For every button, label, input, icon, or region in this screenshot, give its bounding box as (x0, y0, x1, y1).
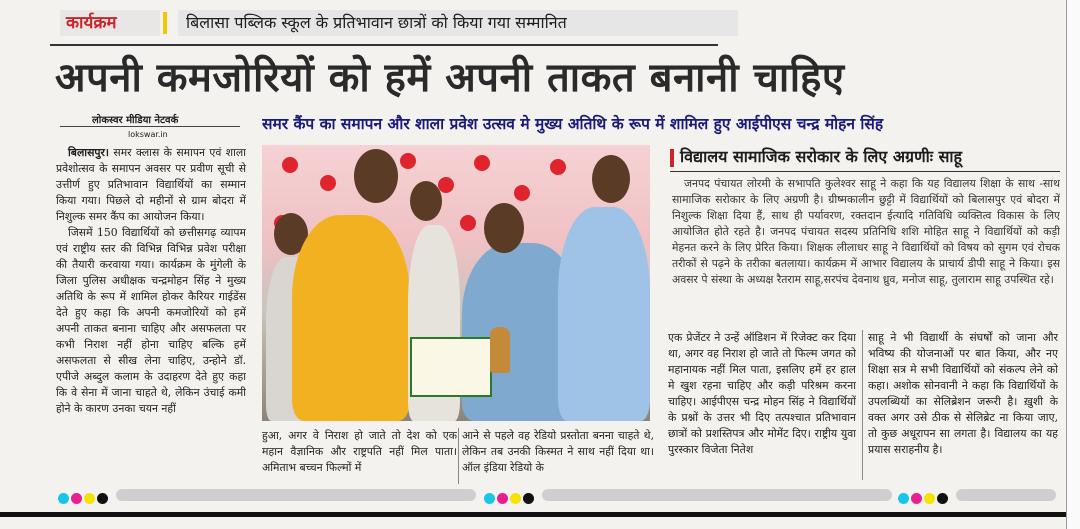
trophy (490, 327, 510, 373)
paragraph-2: जिसमें 150 विद्यार्थियों को छत्तीसगढ़ व्यापम एवं राष्ट्रीय स्तर की विभिन्न विभिन्न प्रवेश परीक्षा की तैयारी करवाया गया। कार्यक्रम के मुंगेली के जिला पुलिस अधीक्षक चन्द्रमोहन सिंह ने मुख्य अतिथि के रूप में शामिल होकर कैरियर गाईडेंस देते हुए कहा कि अपनी कमजोरियों को हमें अपनी ताकत बनाना चाहिए और असफलता पर कभी निराश नहीं होना चाहिए बल्कि हमें असफलता से सीख लेना चाहिए, उन्होने डॉ. एपीजे अब्दुल कलाम के उदाहरण देते हुए कहा कि वे सेना में जाना चाहते थे, लेकिन उंचाई कमी होने के कारण उनका चयन नहीं (56, 226, 246, 415)
registration-cyan (58, 493, 69, 504)
article-column-1 (56, 145, 246, 483)
column-5-text: एक प्रेजेंटर ने उन्हें ऑडिशन में रिजेक्ट कर दिया था, अगर वह निराश हो जाते तो फिल्म जगत को महानायक नहीं मिल पाता, इसलिए हमें हर हाल मे खुश रहना चाहिए और कड़ी परिश्रम करना चाहिए। आईपीएस चन्द्र मोहन सिंह ने विद्यार्थियों के प्रश्नों के उत्तर भी दिए तत्पश्चात प्रतिभावान छात्रों को प्रशस्तिपत्र और मोमेंट दिए। राष्ट्रीय युवा पुरस्कार विजेता नितेश (668, 331, 856, 456)
balloon-decoration (474, 155, 490, 171)
registration-yellow (924, 493, 935, 504)
article-column-3 (262, 428, 457, 486)
byline: लोकस्वर मीडिया नेटवर्क (92, 115, 179, 126)
registration-dots-center (484, 489, 536, 508)
person-ips-officer (292, 215, 410, 421)
column-divider (862, 330, 863, 480)
column-3-text: हुआ, अगर वे निराश हो जाते तो देश को एक महान वैज्ञानिक और राष्ट्रपति नहीं मिल पाता। अमिताभ बच्चन फिल्मों में (262, 429, 457, 474)
top-rule (50, 44, 718, 46)
article-column-5 (668, 330, 856, 480)
registration-magenta (71, 493, 82, 504)
article-column-6 (868, 330, 1058, 480)
person-student-boy (558, 207, 650, 421)
balloon-decoration (282, 157, 298, 173)
sidebar-story-title-text: विद्यालय सामाजिक सरोकार के लिए अग्रणीः साहू (680, 147, 963, 166)
registration-strip (116, 489, 476, 501)
column-6-text: साहू ने भी विद्यार्थी के संघर्षों को जाना और भविष्य की योजनाओं पर बात किया, और नए शिक्षा सत्र मे सभी विद्यार्थियों को संकल्प लेने को कहा। अशोक सोनवानी ने कहा कि विद्यार्थियों के उपलब्धियों का सेलिब्रेशन जरूरी है। ख़ुशी के वक्त अगर उसे ठीक से सेलिब्रेट ना किया जाए, तो कुछ अधूरापन सा लगता है। विद्यालय का यह प्रयास सराहनीय है। (868, 331, 1058, 456)
sidebar-story-paragraph: जनपद पंचायत लोरमी के सभापति कुलेश्वर साहू ने कहा कि यह विद्यालय शिक्षा के साथ -साथ सामाजिक सरोकार के लिए अग्रणी है। ग्रीष्मकालीन छुट्टी में विद्यार्थियों को बिलासपुर एवं बोदरा में निशुल्क शिक्षा दिया हैं, साथ ही पर्यावरण, रक्तदान ईत्यादि गतिविधि व्यक्तित्व विकास के लिए आयोजित होते रहते है। जनपद पंचायत सदस्य प्रतिनिधि शशि मोहित साहू ने विद्यार्थियों को कड़ी मेहनत करने के लिए प्रेरित किया। शिक्षक लीलाधर साहू ने विद्यार्थियों को विषय को सुगम एवं रोचक तरीकों से पढ़ने के तरीका बतलाया। कार्यक्रम में आभार विद्यालय के प्राचार्य डीपी साहू ने किया। इस अवसर पे संस्था के अध्यक्ष रैतराम साहू,सरपंच देवनाथ ध्रुव, मनोज साहू, तुलाराम साहू उपस्थित रहे। (672, 177, 1060, 286)
section-separator (163, 12, 167, 34)
top-headline: बिलासा पब्लिक स्कूल के प्रतिभावान छात्रों को किया गया सम्मानित (178, 10, 738, 36)
byline-website: lokswar.in (128, 130, 168, 139)
registration-black (523, 493, 534, 504)
article-column-4 (462, 428, 654, 486)
registration-dots-left (58, 489, 110, 508)
registration-strip (956, 489, 1056, 501)
sidebar-story-title (670, 145, 1060, 172)
registration-magenta (911, 493, 922, 504)
column-4-text: आने से पहले वह रेडियो प्रस्तोता बनना चाहते थे, लेकिन तब उनकी किस्मत ने साथ नहीं दिया था। ऑल इंडिया रेडियो के (462, 429, 654, 474)
dateline: बिलासपुर। (68, 146, 110, 159)
registration-yellow (84, 493, 95, 504)
balloon-decoration (550, 159, 566, 175)
balloon-decoration (438, 177, 454, 193)
registration-yellow (510, 493, 521, 504)
bottom-rule (0, 512, 1080, 517)
person-student-girl-head (484, 203, 524, 253)
main-headline: अपनी कमजोरियों को हमें अपनी ताकत बनानी चाहिए (55, 55, 845, 101)
balloon-decoration (320, 175, 336, 191)
balloon-decoration (400, 153, 416, 169)
registration-black (97, 493, 108, 504)
registration-strip (542, 489, 892, 501)
registration-cyan (484, 493, 495, 504)
registration-dots-right (898, 489, 950, 508)
person-student-boy-head (592, 155, 630, 203)
balloon-decoration (514, 185, 530, 201)
title-marker (670, 149, 674, 167)
byline-rule (60, 126, 240, 127)
person-ips-officer-head (354, 149, 398, 203)
section-label: कार्यक्रम (60, 10, 160, 36)
person-middle-head (410, 181, 442, 221)
sidebar-story-body (672, 176, 1060, 324)
column-divider (458, 428, 459, 484)
registration-black (937, 493, 948, 504)
sub-headline: समर कैंप का समापन और शाला प्रवेश उत्सव मे मुख्य अतिथि के रूप में शामिल हुए आईपीएस चन्द्र मोहन सिंह (262, 115, 884, 133)
adjacent-page-edge (1066, 0, 1080, 529)
registration-magenta (497, 493, 508, 504)
balloon-decoration (460, 215, 476, 231)
event-photo (262, 145, 650, 421)
registration-cyan (898, 493, 909, 504)
paragraph-1: समर क्लास के समापन एवं शाला प्रवेशोत्सव के समापन अवसर पर प्रवीण सूची से उत्तीर्ण हुए प्रतिभावान विद्यार्थियों का सम्मान किया गया। पिछले दो महीनों से ग्राम बोदरा में निशुल्क समर कैंप का आयोजन किया। (56, 146, 246, 223)
certificate (410, 337, 492, 397)
